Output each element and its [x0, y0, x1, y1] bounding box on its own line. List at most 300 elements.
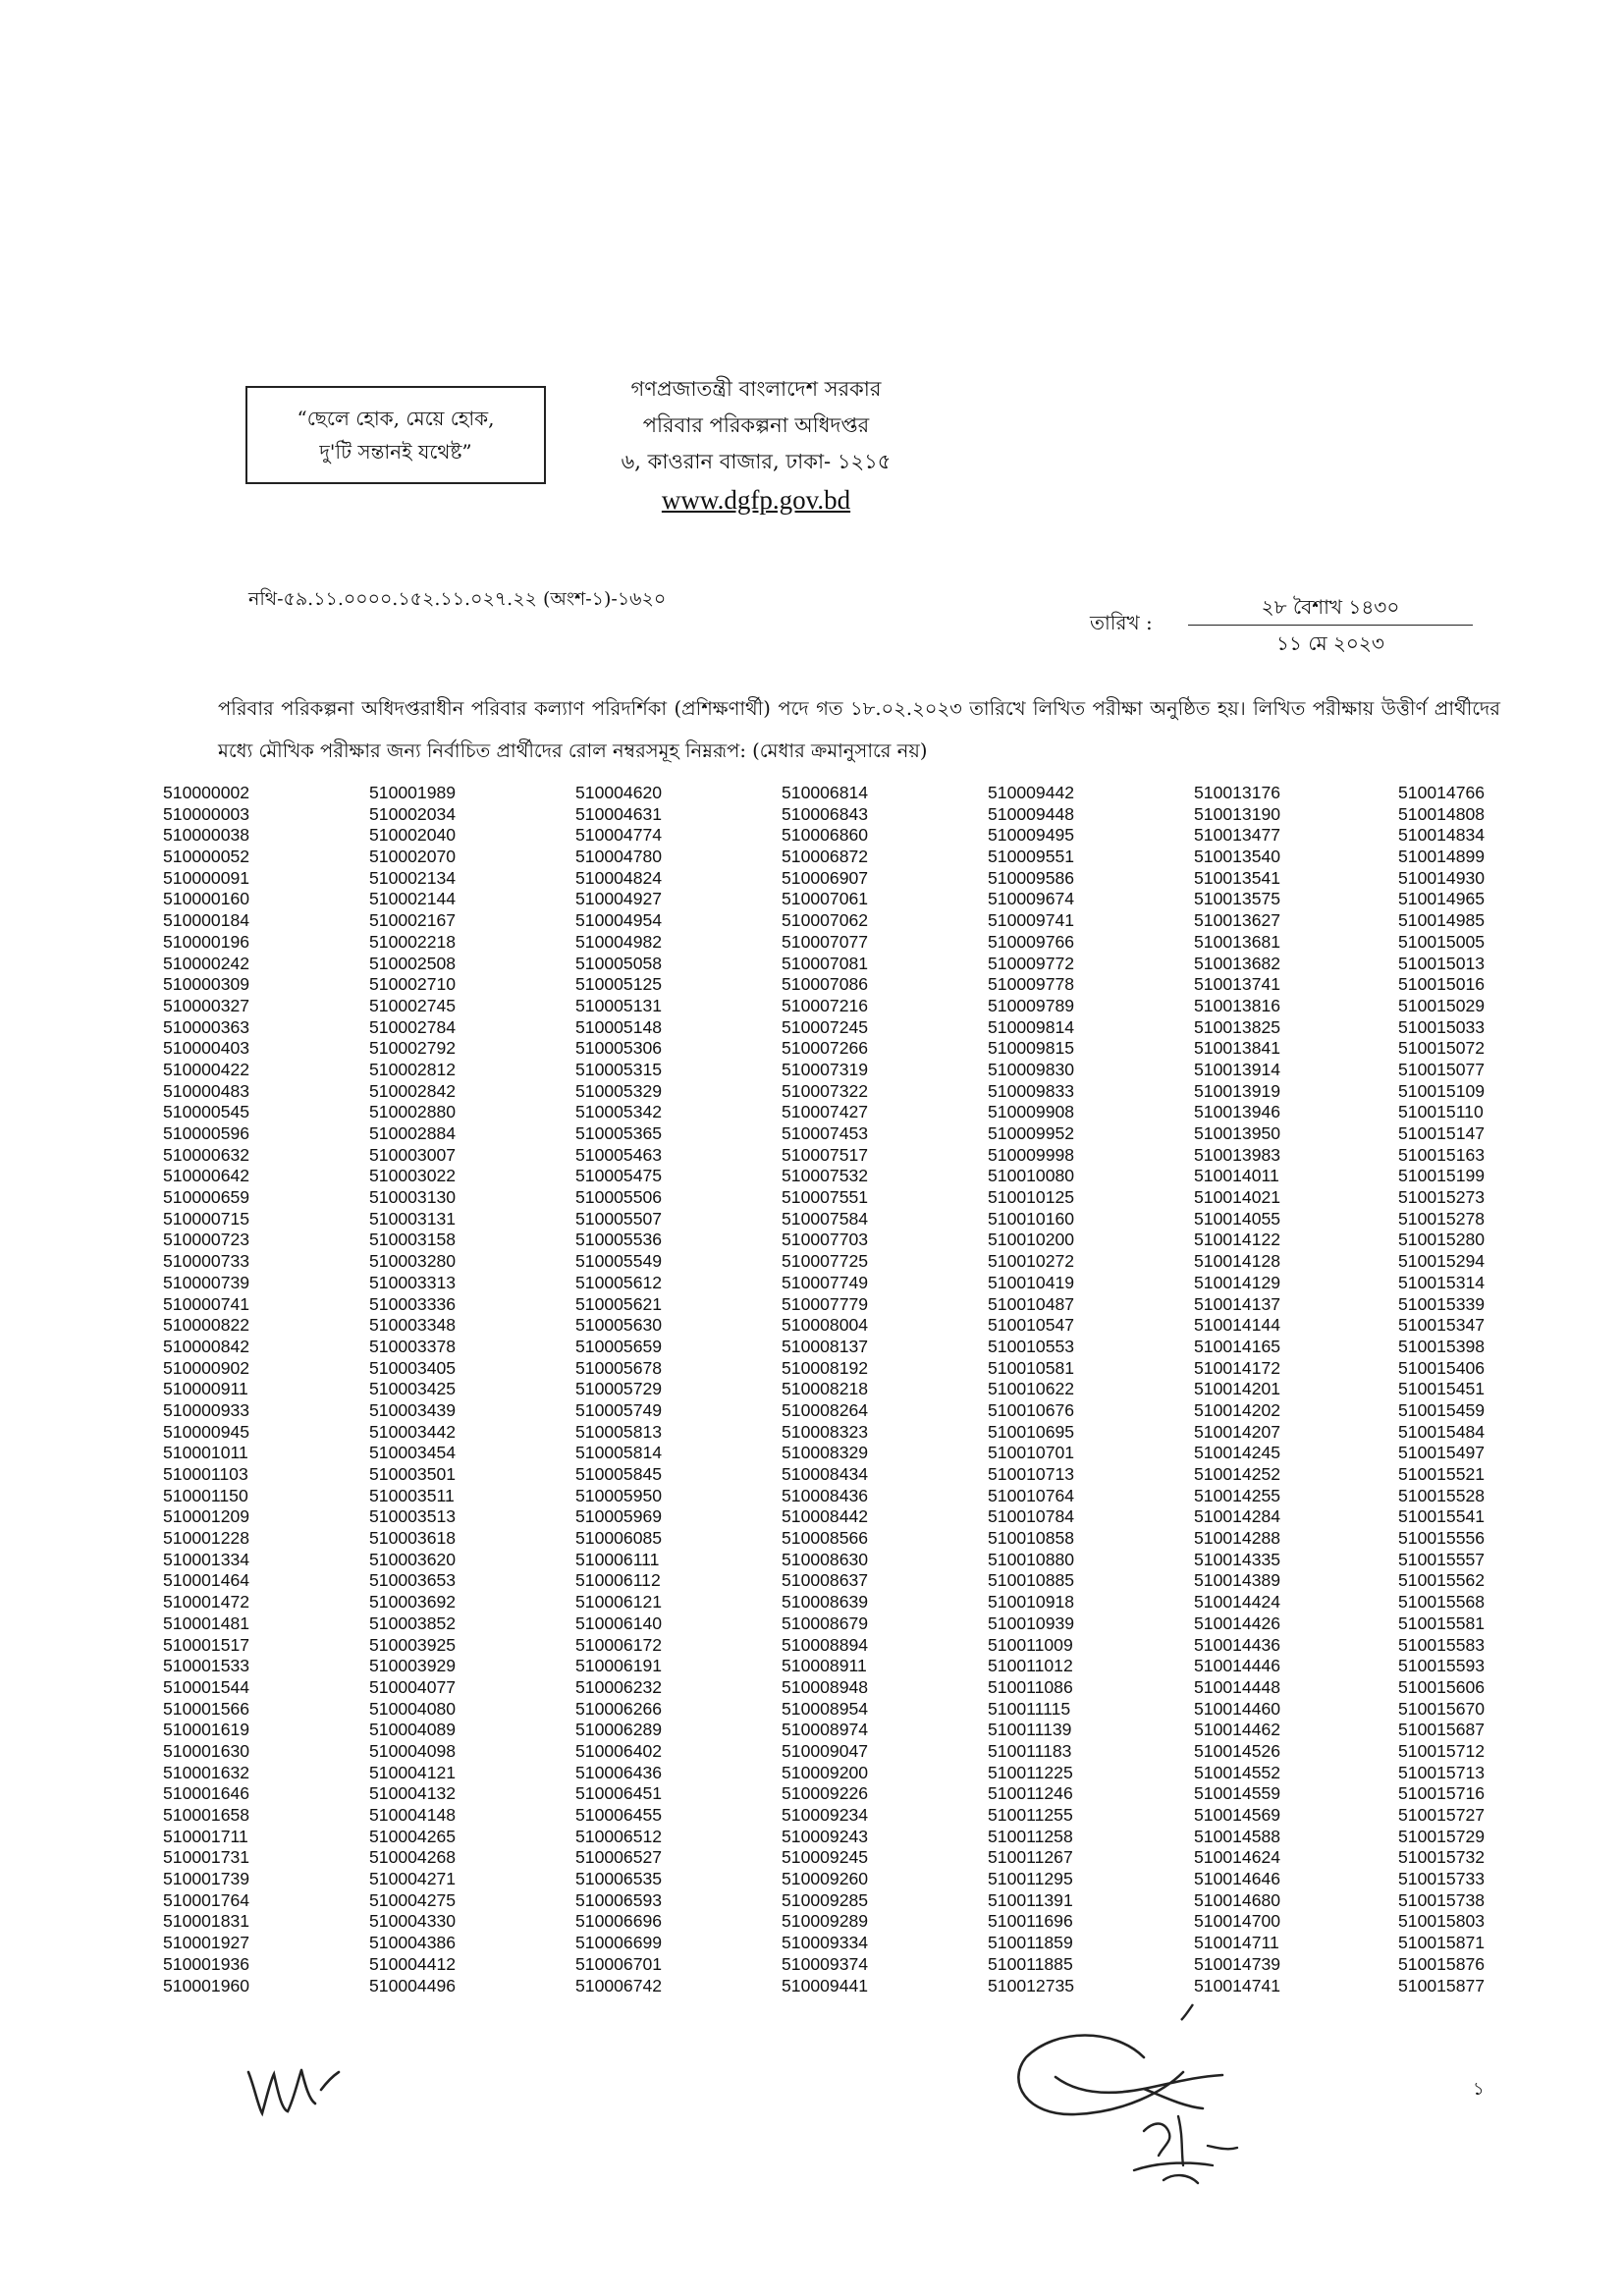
roll-number: 510000242 — [163, 953, 250, 973]
roll-number: 510003929 — [369, 1656, 457, 1676]
roll-number: 510015029 — [1398, 995, 1486, 1015]
roll-number: 510004265 — [369, 1826, 457, 1846]
roll-number: 510004927 — [575, 889, 663, 909]
roll-number: 510007062 — [782, 910, 869, 931]
roll-number: 510010918 — [988, 1592, 1075, 1613]
roll-number: 510008434 — [782, 1464, 869, 1484]
roll-number: 510015738 — [1398, 1889, 1486, 1910]
roll-number: 510011391 — [988, 1889, 1073, 1910]
roll-number: 510000723 — [163, 1230, 250, 1250]
roll-number: 510015497 — [1398, 1443, 1486, 1463]
roll-number: 510014559 — [1194, 1783, 1281, 1804]
roll-number: 510007779 — [782, 1293, 869, 1314]
roll-number: 510006814 — [782, 783, 869, 802]
roll-number: 510015484 — [1398, 1421, 1486, 1442]
roll-number: 510008679 — [782, 1613, 869, 1633]
roll-number: 510014766 — [1398, 783, 1486, 802]
officer-signature — [997, 1998, 1321, 2195]
roll-number: 510010764 — [988, 1485, 1075, 1505]
roll-number: 510014245 — [1194, 1443, 1281, 1463]
roll-number: 510015451 — [1398, 1379, 1486, 1399]
roll-column-5 — [988, 783, 1174, 1996]
roll-number: 510010713 — [988, 1464, 1075, 1484]
roll-number: 510004080 — [369, 1698, 457, 1719]
roll-number: 510014122 — [1194, 1230, 1281, 1250]
roll-number: 510005507 — [575, 1208, 663, 1229]
roll-number: 510003131 — [369, 1208, 457, 1229]
slogan-line-2: দু'টি সন্তানই যথেষ্ট” — [319, 440, 472, 464]
roll-number: 510007216 — [782, 995, 869, 1015]
roll-number: 510006699 — [575, 1933, 663, 1953]
roll-number: 510002792 — [369, 1038, 457, 1059]
roll-number: 510007532 — [782, 1166, 869, 1186]
roll-number: 510006232 — [575, 1676, 663, 1697]
roll-number: 510000902 — [163, 1357, 250, 1378]
roll-number: 510012735 — [988, 1975, 1075, 1995]
roll-number: 510009778 — [988, 974, 1075, 995]
roll-number: 510014741 — [1194, 1975, 1281, 1995]
roll-number: 510008137 — [782, 1336, 869, 1356]
roll-number: 510004496 — [369, 1975, 457, 1995]
roll-number: 510013950 — [1194, 1123, 1281, 1143]
roll-number: 510005845 — [575, 1464, 663, 1484]
roll-number: 510015347 — [1398, 1315, 1486, 1336]
roll-number: 510003852 — [369, 1613, 457, 1633]
roll-number: 510008436 — [782, 1485, 869, 1505]
roll-number: 510014462 — [1194, 1720, 1281, 1740]
roll-number: 510007081 — [782, 953, 869, 973]
roll-number: 510004982 — [575, 931, 663, 952]
roll-number: 510009243 — [782, 1826, 869, 1846]
roll-number: 510006455 — [575, 1805, 663, 1825]
roll-number: 510001334 — [163, 1549, 250, 1569]
roll-number: 510006593 — [575, 1889, 663, 1910]
roll-number: 510000422 — [163, 1059, 250, 1079]
roll-number: 510006860 — [782, 825, 869, 846]
roll-number: 510015280 — [1398, 1230, 1486, 1250]
roll-number: 510007584 — [782, 1208, 869, 1229]
roll-number: 510004271 — [369, 1869, 457, 1889]
roll-number: 510015568 — [1398, 1592, 1486, 1613]
roll-number: 510003336 — [369, 1293, 457, 1314]
roll-number: 510011859 — [988, 1933, 1073, 1953]
roll-column-6 — [1194, 783, 1380, 1996]
roll-number: 510011258 — [988, 1826, 1073, 1846]
roll-number: 510011183 — [988, 1740, 1072, 1761]
roll-number: 510001831 — [163, 1911, 250, 1932]
roll-number: 510000483 — [163, 1080, 250, 1101]
roll-number: 510002842 — [369, 1080, 457, 1101]
roll-number: 510015556 — [1398, 1528, 1486, 1549]
roll-number: 510003620 — [369, 1549, 457, 1569]
roll-number: 510007749 — [782, 1272, 869, 1292]
roll-number: 510007427 — [782, 1102, 869, 1122]
roll-number: 510009234 — [782, 1805, 869, 1825]
roll-number: 510003425 — [369, 1379, 457, 1399]
roll-number: 510011086 — [988, 1676, 1073, 1697]
roll-number: 510006872 — [782, 847, 869, 867]
roll-number: 510003405 — [369, 1357, 457, 1378]
roll-number: 510015541 — [1398, 1506, 1486, 1527]
roll-number: 510008442 — [782, 1506, 869, 1527]
roll-number: 510000822 — [163, 1315, 250, 1336]
roll-number: 510006843 — [782, 803, 869, 824]
roll-number: 510014165 — [1194, 1336, 1281, 1356]
roll-number: 510013919 — [1194, 1080, 1281, 1101]
roll-number: 510011885 — [988, 1953, 1073, 1974]
roll-number: 510015406 — [1398, 1357, 1486, 1378]
roll-number: 510015077 — [1398, 1059, 1486, 1079]
roll-number: 510006512 — [575, 1826, 663, 1846]
roll-number: 510015712 — [1398, 1740, 1486, 1761]
roll-number: 510014446 — [1194, 1656, 1281, 1676]
roll-number: 510000003 — [163, 803, 250, 824]
roll-number: 510006085 — [575, 1528, 663, 1549]
roll-number: 510003513 — [369, 1506, 457, 1527]
roll-number: 510009952 — [988, 1123, 1075, 1143]
roll-number: 510009260 — [782, 1869, 869, 1889]
roll-number: 510014899 — [1398, 847, 1486, 867]
roll-number: 510009334 — [782, 1933, 869, 1953]
roll-number: 510005969 — [575, 1506, 663, 1527]
roll-number: 510009833 — [988, 1080, 1075, 1101]
roll-number: 510004089 — [369, 1720, 457, 1740]
roll-number: 510007517 — [782, 1144, 869, 1165]
roll-number: 510015033 — [1398, 1016, 1486, 1037]
roll-number: 510004268 — [369, 1847, 457, 1868]
roll-number: 510010200 — [988, 1230, 1075, 1250]
roll-number: 510014202 — [1194, 1399, 1281, 1420]
roll-number: 510009374 — [782, 1953, 869, 1974]
roll-number: 510015521 — [1398, 1464, 1486, 1484]
roll-number: 510011009 — [988, 1634, 1073, 1655]
roll-number: 510007077 — [782, 931, 869, 952]
roll-number: 510006696 — [575, 1911, 663, 1932]
office-address: ৬, কাওরান বাজার, ঢাকা- ১২১৫ — [621, 450, 892, 473]
roll-number: 510005536 — [575, 1230, 663, 1250]
roll-number: 510010676 — [988, 1399, 1075, 1420]
slogan-line-1: “ছেলে হোক, মেয়ে হোক, — [297, 407, 495, 430]
roll-number: 510015732 — [1398, 1847, 1486, 1868]
roll-number: 510000733 — [163, 1251, 250, 1272]
roll-number: 510002508 — [369, 953, 457, 973]
roll-number: 510005659 — [575, 1336, 663, 1356]
roll-number: 510010160 — [988, 1208, 1075, 1229]
roll-number: 510003692 — [369, 1592, 457, 1613]
roll-number: 510014985 — [1398, 910, 1486, 931]
roll-number: 510010272 — [988, 1251, 1075, 1272]
roll-number: 510011225 — [988, 1762, 1073, 1782]
roll-number: 510009766 — [988, 931, 1075, 952]
roll-number: 510001544 — [163, 1676, 250, 1697]
website-link[interactable]: www.dgfp.gov.bd — [661, 485, 851, 515]
roll-number: 510006907 — [782, 867, 869, 888]
roll-number: 510015278 — [1398, 1208, 1486, 1229]
roll-number: 510014252 — [1194, 1464, 1281, 1484]
roll-number: 510003158 — [369, 1230, 457, 1250]
roll-number: 510006289 — [575, 1720, 663, 1740]
roll-number: 510011139 — [988, 1720, 1072, 1740]
roll-number: 510015583 — [1398, 1634, 1486, 1655]
roll-column-4 — [782, 783, 968, 1996]
roll-number: 510004954 — [575, 910, 663, 931]
roll-number: 510014128 — [1194, 1251, 1281, 1272]
roll-number: 510015877 — [1398, 1975, 1486, 1995]
roll-number: 510006701 — [575, 1953, 663, 1974]
notice-intro: পরিবার পরিকল্পনা অধিদপ্তরাধীন পরিবার কল্যাণ পরিদর্শিকা (প্রশিক্ষণার্থী) পদে গত ১৮.০২.২০২৩ তারিখে লিখিত পরীক্ষা অনুষ্ঠিত হয়। লিখিত পরীক্ষায় উত্তীর্ণ প্রার্থীদের মধ্যে মৌখিক পরীক্ষার জন্য নির্বাচিত প্রার্থীদের রোল নম্বরসমূহ নিম্নরূপ: (মেধার ক্রমানুসারে নয়) — [218, 697, 1500, 762]
roll-number: 510004824 — [575, 867, 663, 888]
roll-number: 510006451 — [575, 1783, 663, 1804]
roll-number: 510010547 — [988, 1315, 1075, 1336]
roll-number: 510002884 — [369, 1123, 457, 1143]
roll-number: 510015687 — [1398, 1720, 1486, 1740]
roll-number: 510002167 — [369, 910, 457, 931]
roll-number: 510000091 — [163, 867, 250, 888]
roll-number: 510005148 — [575, 1016, 663, 1037]
roll-number: 510002070 — [369, 847, 457, 867]
roll-number: 510009442 — [988, 783, 1075, 802]
roll-number: 510015606 — [1398, 1676, 1486, 1697]
roll-number: 510003280 — [369, 1251, 457, 1272]
roll-number: 510014055 — [1194, 1208, 1281, 1229]
roll-number: 510001103 — [163, 1464, 248, 1484]
roll-number: 510014739 — [1194, 1953, 1281, 1974]
roll-number: 510009495 — [988, 825, 1075, 846]
roll-number: 510005612 — [575, 1272, 663, 1292]
roll-number: 510015733 — [1398, 1869, 1486, 1889]
roll-number: 510005125 — [575, 974, 663, 995]
roll-number: 510009200 — [782, 1762, 869, 1782]
roll-number: 510002040 — [369, 825, 457, 846]
roll-number: 510008004 — [782, 1315, 869, 1336]
roll-number: 510004330 — [369, 1911, 457, 1932]
roll-number: 510015109 — [1398, 1080, 1486, 1101]
roll-number: 510014011 — [1194, 1166, 1279, 1186]
roll-number: 510009815 — [988, 1038, 1075, 1059]
roll-number: 510000403 — [163, 1038, 250, 1059]
roll-number: 510008637 — [782, 1570, 869, 1591]
page-number: ১ — [1473, 2079, 1485, 2100]
roll-number: 510000363 — [163, 1016, 250, 1037]
roll-number: 510002218 — [369, 931, 457, 952]
roll-number: 510014552 — [1194, 1762, 1281, 1782]
roll-number: 510001711 — [163, 1826, 248, 1846]
roll-number: 510001533 — [163, 1656, 250, 1676]
roll-number: 510005463 — [575, 1144, 663, 1165]
roll-number: 510015528 — [1398, 1485, 1486, 1505]
roll-number: 510013681 — [1194, 931, 1281, 952]
roll-number: 510005365 — [575, 1123, 663, 1143]
roll-number: 510009441 — [782, 1975, 869, 1995]
roll-number: 510001658 — [163, 1805, 250, 1825]
roll-number: 510010581 — [988, 1357, 1075, 1378]
roll-number: 510009814 — [988, 1016, 1075, 1037]
roll-number: 510003925 — [369, 1634, 457, 1655]
roll-number: 510014526 — [1194, 1740, 1281, 1761]
roll-number: 510013575 — [1194, 889, 1281, 909]
roll-number: 510010080 — [988, 1166, 1075, 1186]
roll-number: 510003022 — [369, 1166, 457, 1186]
roll-number: 510013541 — [1194, 867, 1281, 888]
roll-number: 510014460 — [1194, 1698, 1281, 1719]
date-block — [1188, 589, 1473, 661]
roll-number: 510014680 — [1194, 1889, 1281, 1910]
roll-number: 510015876 — [1398, 1953, 1486, 1974]
roll-number: 510015729 — [1398, 1826, 1486, 1846]
roll-number: 510013627 — [1194, 910, 1281, 931]
roll-number: 510000596 — [163, 1123, 250, 1143]
roll-number: 510011295 — [988, 1869, 1073, 1889]
roll-number: 510003653 — [369, 1570, 457, 1591]
roll-number: 510001228 — [163, 1528, 250, 1549]
roll-number: 510013914 — [1194, 1059, 1281, 1079]
roll-number: 510005306 — [575, 1038, 663, 1059]
roll-number: 510003313 — [369, 1272, 457, 1292]
roll-number: 510000184 — [163, 910, 250, 931]
roll-number: 510008218 — [782, 1379, 869, 1399]
roll-number: 510000160 — [163, 889, 250, 909]
roll-column-1 — [163, 783, 350, 1996]
roll-number: 510000632 — [163, 1144, 250, 1165]
roll-number: 510005814 — [575, 1443, 663, 1463]
roll-number: 510015016 — [1398, 974, 1486, 995]
roll-number: 510003439 — [369, 1399, 457, 1420]
roll-number: 510003007 — [369, 1144, 457, 1165]
roll-number: 510015670 — [1398, 1698, 1486, 1719]
date-gregorian: ১১ মে ২০২৩ — [1276, 631, 1384, 655]
roll-number: 510013190 — [1194, 803, 1281, 824]
roll-number: 510015273 — [1398, 1187, 1486, 1208]
roll-number: 510014965 — [1398, 889, 1486, 909]
roll-number: 510010553 — [988, 1336, 1075, 1356]
roll-number: 510014172 — [1194, 1357, 1281, 1378]
roll-number: 510006191 — [575, 1656, 663, 1676]
roll-number: 510011696 — [988, 1911, 1073, 1932]
roll-number: 510008639 — [782, 1592, 869, 1613]
roll-number: 510015803 — [1398, 1911, 1486, 1932]
roll-number: 510015013 — [1398, 953, 1486, 973]
roll-number: 510003511 — [369, 1485, 455, 1505]
roll-number: 510005950 — [575, 1485, 663, 1505]
roll-number: 510000309 — [163, 974, 250, 995]
roll-number: 510006111 — [575, 1549, 660, 1569]
roll-number: 510010784 — [988, 1506, 1075, 1527]
roll-number: 510008323 — [782, 1421, 869, 1442]
roll-number: 510004077 — [369, 1676, 457, 1697]
roll-number: 510015163 — [1398, 1144, 1486, 1165]
roll-number: 510005058 — [575, 953, 663, 973]
roll-number: 510007319 — [782, 1059, 869, 1079]
roll-number: 510005475 — [575, 1166, 663, 1186]
roll-number: 510015072 — [1398, 1038, 1486, 1059]
roll-number: 510000659 — [163, 1187, 250, 1208]
roll-number: 510015562 — [1398, 1570, 1486, 1591]
roll-number: 510014255 — [1194, 1485, 1281, 1505]
roll-number: 510002880 — [369, 1102, 457, 1122]
roll-number: 510003378 — [369, 1336, 457, 1356]
roll-number: 510003618 — [369, 1528, 457, 1549]
letterhead — [550, 371, 962, 519]
roll-number: 510010695 — [988, 1421, 1075, 1442]
roll-number: 510000002 — [163, 783, 250, 802]
roll-number: 510006140 — [575, 1613, 663, 1633]
roll-number: 510005729 — [575, 1379, 663, 1399]
roll-number: 510001150 — [163, 1485, 248, 1505]
roll-number: 510008329 — [782, 1443, 869, 1463]
roll-number: 510004275 — [369, 1889, 457, 1910]
roll-number: 510008974 — [782, 1720, 869, 1740]
roll-number: 510004774 — [575, 825, 663, 846]
roll-number: 510009551 — [988, 847, 1075, 867]
roll-number: 510015147 — [1398, 1123, 1486, 1143]
roll-number: 510015294 — [1398, 1251, 1486, 1272]
roll-number: 510003501 — [369, 1464, 457, 1484]
roll-number: 510000196 — [163, 931, 250, 952]
roll-number: 510011267 — [988, 1847, 1073, 1868]
roll-number: 510001464 — [163, 1570, 250, 1591]
memo-number: নথি-৫৯.১১.০০০০.১৫২.১১.০২৭.২২ (অংশ-১)-১৬২০ — [248, 588, 667, 610]
roll-number: 510000715 — [163, 1208, 250, 1229]
roll-number: 510002784 — [369, 1016, 457, 1037]
roll-number: 510007245 — [782, 1016, 869, 1037]
roll-column-2 — [369, 783, 556, 1996]
roll-number: 510015557 — [1398, 1549, 1486, 1569]
roll-number: 510009741 — [988, 910, 1075, 931]
roll-number: 510014711 — [1194, 1933, 1279, 1953]
roll-number: 510001011 — [163, 1443, 248, 1463]
roll-number: 510015713 — [1398, 1762, 1486, 1782]
roll-number: 510015459 — [1398, 1399, 1486, 1420]
roll-number: 510006527 — [575, 1847, 663, 1868]
date-label: তারিখ : — [1090, 611, 1153, 634]
roll-number: 510009674 — [988, 889, 1075, 909]
roll-number: 510000945 — [163, 1421, 250, 1442]
roll-number: 510014569 — [1194, 1805, 1281, 1825]
roll-number: 510008911 — [782, 1656, 867, 1676]
roll-number: 510001960 — [163, 1975, 250, 1995]
roll-number: 510013682 — [1194, 953, 1281, 973]
roll-number: 510003442 — [369, 1421, 457, 1442]
roll-number: 510008948 — [782, 1676, 869, 1697]
roll-number: 510007703 — [782, 1230, 869, 1250]
roll-number: 510005315 — [575, 1059, 663, 1079]
roll-number: 510010487 — [988, 1293, 1075, 1314]
roll-number: 510001517 — [163, 1634, 250, 1655]
roll-number: 510006535 — [575, 1869, 663, 1889]
roll-number: 510014129 — [1194, 1272, 1281, 1292]
roll-number: 510007453 — [782, 1123, 869, 1143]
roll-number: 510004132 — [369, 1783, 457, 1804]
roll-number: 510014834 — [1398, 825, 1486, 846]
roll-number: 510005630 — [575, 1315, 663, 1336]
roll-number: 510001989 — [369, 783, 457, 802]
roll-number: 510001481 — [163, 1613, 250, 1633]
roll-number: 510009772 — [988, 953, 1075, 973]
roll-number: 510008264 — [782, 1399, 869, 1420]
roll-number: 510009226 — [782, 1783, 869, 1804]
roll-number: 510007086 — [782, 974, 869, 995]
roll-number: 510004631 — [575, 803, 663, 824]
roll-number: 510004412 — [369, 1953, 457, 1974]
roll-number: 510000739 — [163, 1272, 250, 1292]
roll-number: 510011115 — [988, 1698, 1071, 1719]
roll-number: 510014424 — [1194, 1592, 1281, 1613]
roll-number: 510014426 — [1194, 1613, 1281, 1633]
roll-column-7 — [1398, 783, 1585, 1996]
roll-number: 510004148 — [369, 1805, 457, 1825]
roll-number: 510007266 — [782, 1038, 869, 1059]
roll-number: 510007551 — [782, 1187, 869, 1208]
